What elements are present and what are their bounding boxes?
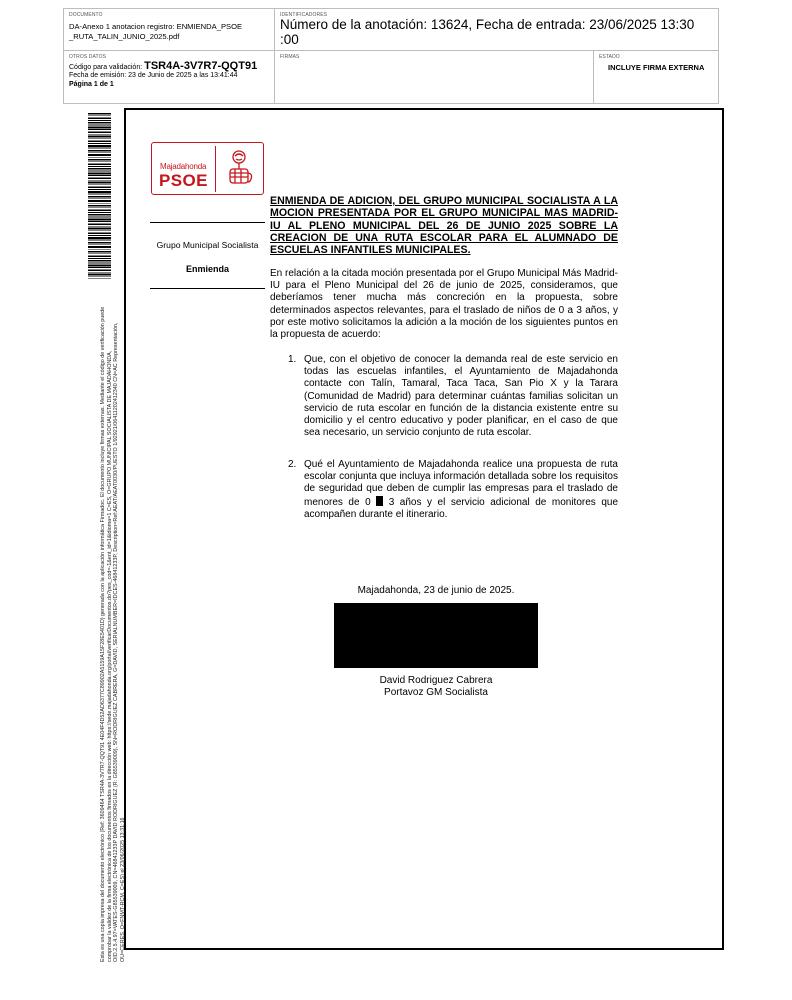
documento-value: DA-Anexo 1 anotacion registro: ENMIENDA_PSOE _RUTA_TALIN_JUNIO_2025.pdf <box>69 22 243 41</box>
documento-label: DOCUMENTO <box>69 12 103 18</box>
list-item <box>288 354 618 439</box>
logo-text-block <box>155 148 211 190</box>
grupo-label: Grupo Municipal Socialista <box>156 240 259 250</box>
otros-datos-cell <box>64 51 275 103</box>
logo-town: Majadahonda <box>160 162 207 171</box>
identificadores-cell <box>275 9 718 51</box>
otros-datos-content <box>69 62 257 89</box>
barcode <box>88 113 111 279</box>
place-date: Majadahonda, 23 de junio de 2025. <box>357 585 515 596</box>
verification-side-text: Esta es una copia impresa del documento electrónico (Ref: 3609464 TSR4A-3V7R7-QQT91 4E04F4D52AD6377C89902A5159A15F28E5401D) generada con la aplicación informática Firmadoc. El documento incluye firmas externas. Mediante el código de verificación puede comprobar la validez de la firma electrónica de los documentos firmados en la dirección web: https://sede.majadahonda.org/portal/verificarDocumentos.do?pes_cod=-1&ent_id=1&idioma=1 C=ES, O=GRUPO MUNICIPAL SOCIALISTA DE MAJADAHONDA, OID.2.5.4.97=VATES-G85539009, CN=46841233P DAVID RODRIGUEZ (R: G85539009), SN=RODRIGUEZ CABRERA, G=DAVID, SERIALNUMBER=IDCES-46841233P, Description=Ref:AEAT/AEAT0030/PUESTO 1/92921/06411202412340 CN=AC Representación, OU=CERES, O=FNMT-RCM, C=ES) el 23/06/2025 13:31:16 <box>100 306 126 962</box>
estado-value: INCLUYE FIRMA EXTERNA <box>608 63 705 72</box>
document-title: ENMIENDA DE ADICION, DEL GRUPO MUNICIPAL SOCIALISTA A LA MOCION PRESENTADA POR EL GRUPO MUNICIPAL MAS MADRID-IU AL PLENO MUNICIPAL DEL 26 DE JUNIO 2025 SOBRE LA CREACION DE UNA RUTA ESCOLAR PARA EL ALUMNADO DE ESCUELAS INFANTILES MUNICIPALES. <box>270 195 618 257</box>
otros-datos-label: OTROS DATOS <box>69 54 107 60</box>
list-item-text-b: 3 años y el servicio adicional de monitores que acompañen durante el itinerario. <box>304 496 619 520</box>
identificadores-value: Número de la anotación: 13624, Fecha de entrada: 23/06/2025 13:30 :00 <box>280 17 695 47</box>
doc-type-label: Enmienda <box>185 264 229 274</box>
signature-redaction <box>334 603 538 668</box>
logo-party: PSOE <box>159 171 208 190</box>
list-item-text: Que, con el objetivo de conocer la demanda real de este servicio en todas las escuelas infantiles, el Ayuntamiento de Majadahonda contacte con Talín, Tamaral, Taca Taca, San Pio X y la Tarara (Comunidad de Madrid) para determinar cuántas familias solicitan un servicio de ruta escolar en función de la distancia existente entre su domicilio y el centro educativo y poder planificar, en el caso de que sea necesario, un servicio conjunto de ruta escolar. <box>304 354 618 439</box>
separator-line-top <box>150 222 265 223</box>
codigo-validacion: TSR4A-3V7R7-QQT91 <box>144 60 258 72</box>
separator-line-bottom <box>150 288 265 289</box>
rose-fist-icon <box>215 146 261 192</box>
signatory <box>334 675 538 699</box>
pagina-count: Página 1 de 1 <box>69 80 114 88</box>
list-item-text <box>288 459 618 521</box>
document-header <box>63 8 719 104</box>
estado-cell <box>594 51 718 103</box>
firmas-cell <box>275 51 594 103</box>
codigo-label: Código para validación: <box>69 64 145 71</box>
psoe-logo <box>151 142 264 195</box>
signatory-name: David Rodriguez Cabrera <box>379 675 493 686</box>
identificadores-label: IDENTIFICADORES <box>280 12 328 18</box>
list-item-number: 1. <box>288 354 297 365</box>
intro-paragraph: En relación a la citada moción presentada por el Grupo Municipal Más Madrid-IU para el Pleno Municipal del 26 de junio de 2025, consideramos, que deberíamos tener mucha más concreción en la propuesta, sobre determinados aspectos relevantes, para el traslado de niños de 0 a 3 años, y por este motivo solicitamos la adición a la moción de los siguientes puntos en la propuesta de acuerdo: <box>270 268 618 341</box>
documento-cell <box>64 9 275 51</box>
list-item <box>288 459 618 521</box>
firmas-label: FIRMAS <box>280 54 300 60</box>
list-item-text-a: Qué el Ayuntamiento de Majadahonda realice una propuesta de ruta escolar conjunta que incluya información detallada sobre los requisitos de seguridad que deben de cumplir las empresas para el traslado de menores de 0 <box>304 459 618 508</box>
signatory-role: Portavoz GM Socialista <box>384 687 488 698</box>
fecha-emision: Fecha de emisión: 23 de Junio de 2025 a las 13:41:44 <box>69 72 238 80</box>
inline-redaction <box>376 496 383 506</box>
list-item-number: 2. <box>288 459 297 470</box>
estado-label: ESTADO <box>599 54 620 60</box>
